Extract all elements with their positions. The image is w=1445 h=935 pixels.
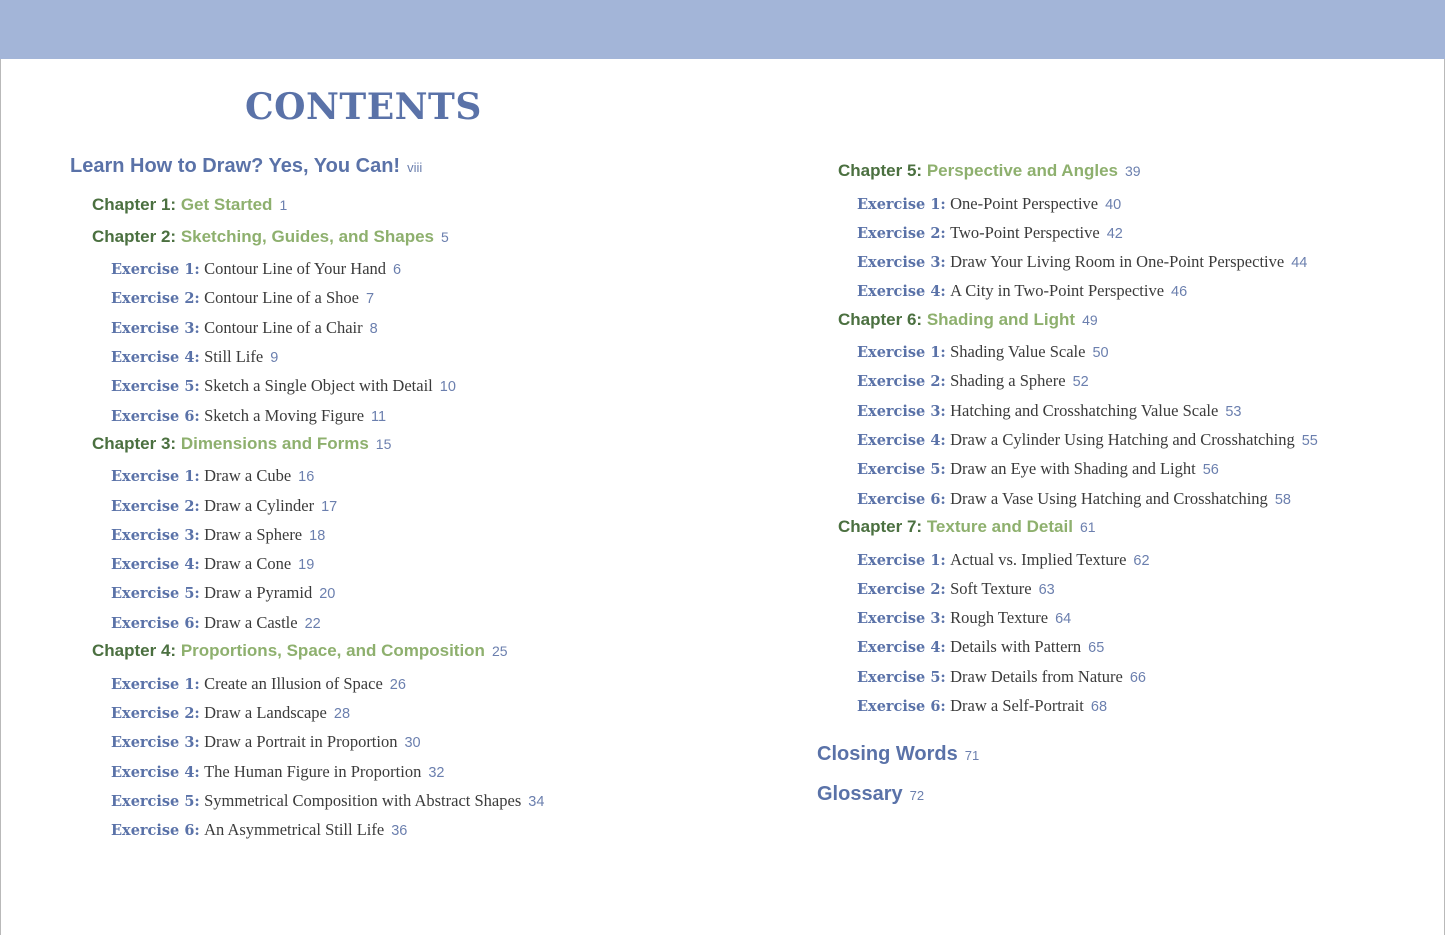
chapter-name: Perspective and Angles <box>926 161 1118 180</box>
exercise-label: Exercise 4: <box>111 764 200 781</box>
toc-exercise-5-2[interactable] <box>857 223 1123 243</box>
toc-exercise-4-6[interactable] <box>111 820 407 840</box>
exercise-page: 68 <box>1090 699 1108 715</box>
exercise-page: 11 <box>371 409 387 425</box>
chapter-page: 5 <box>441 229 449 245</box>
exercise-page: 28 <box>333 706 351 722</box>
toc-exercise-7-5[interactable] <box>857 667 1146 687</box>
exercise-label: Exercise 4: <box>111 556 200 573</box>
exercise-name: One-Point Perspective <box>950 194 1099 213</box>
chapter-name: Dimensions and Forms <box>180 434 369 453</box>
exercise-page: 34 <box>528 794 545 810</box>
exercise-name: Sketch a Moving Figure <box>204 406 365 425</box>
exercise-label: Exercise 5: <box>111 378 200 395</box>
toc-exercise-4-2[interactable] <box>111 703 350 723</box>
exercise-label: Exercise 4: <box>857 639 946 656</box>
exercise-page: 20 <box>319 586 336 602</box>
exercise-name: Draw a Cylinder Using Hatching and Crosshatching <box>950 430 1295 449</box>
chapter-label: Chapter 7: <box>838 517 923 536</box>
exercise-page: 8 <box>369 321 378 337</box>
chapter-page: 1 <box>279 197 288 213</box>
exercise-name: Contour Line of Your Hand <box>204 259 387 278</box>
exercise-name: Draw a Portrait in Proportion <box>204 732 398 751</box>
exercise-page: 32 <box>428 765 445 781</box>
exercise-label: Exercise 6: <box>111 822 200 839</box>
exercise-page: 9 <box>270 350 279 366</box>
chapter-label: Chapter 1: <box>92 195 177 214</box>
closing-page: 71 <box>964 748 980 763</box>
exercise-name: Create an Illusion of Space <box>204 674 383 693</box>
toc-exercise-2-5[interactable] <box>111 376 456 396</box>
toc-exercise-4-1[interactable] <box>111 674 406 694</box>
exercise-label: Exercise 6: <box>111 408 200 425</box>
toc-exercise-2-2[interactable] <box>111 288 374 308</box>
exercise-label: Exercise 2: <box>857 225 946 242</box>
closing-title: Closing Words <box>817 743 958 765</box>
toc-exercise-7-1[interactable] <box>857 550 1150 570</box>
exercise-page: 56 <box>1202 462 1219 478</box>
exercise-label: Exercise 3: <box>111 527 200 544</box>
exercise-page: 46 <box>1171 284 1188 300</box>
page-title: CONTENTS <box>245 86 482 128</box>
exercise-name: Still Life <box>204 347 264 366</box>
exercise-page: 44 <box>1291 255 1308 271</box>
exercise-label: Exercise 1: <box>857 344 946 361</box>
exercise-name: Symmetrical Composition with Abstract Shapes <box>204 791 522 810</box>
exercise-name: Draw a Landscape <box>204 703 327 722</box>
exercise-page: 55 <box>1301 433 1318 449</box>
exercise-page: 16 <box>298 469 315 485</box>
exercise-label: Exercise 4: <box>857 283 946 300</box>
exercise-name: Draw Your Living Room in One-Point Perspective <box>950 252 1285 271</box>
exercise-name: Draw a Castle <box>204 613 298 632</box>
chapter-page: 61 <box>1079 519 1096 535</box>
chapter-page: 49 <box>1082 312 1098 328</box>
toc-exercise-2-3[interactable] <box>111 318 378 338</box>
exercise-page: 42 <box>1106 226 1123 242</box>
toc-exercise-6-1[interactable] <box>857 342 1109 362</box>
intro-page: viii <box>407 160 423 175</box>
exercise-label: Exercise 6: <box>857 491 946 508</box>
exercise-name: Draw a Pyramid <box>204 583 313 602</box>
toc-exercise-6-6[interactable] <box>857 489 1291 509</box>
exercise-page: 52 <box>1072 374 1089 390</box>
exercise-label: Exercise 4: <box>111 349 200 366</box>
page-edge-left <box>0 59 1 935</box>
exercise-name: Shading Value Scale <box>950 342 1086 361</box>
exercise-name: Draw a Cylinder <box>204 496 315 515</box>
exercise-name: A City in Two-Point Perspective <box>950 281 1165 300</box>
toc-closing-words[interactable] <box>817 743 979 766</box>
toc-intro[interactable] <box>70 155 422 178</box>
toc-exercise-2-1[interactable] <box>111 259 401 279</box>
exercise-name: Contour Line of a Chair <box>204 318 363 337</box>
exercise-name: The Human Figure in Proportion <box>204 762 422 781</box>
exercise-label: Exercise 3: <box>857 610 946 627</box>
exercise-name: Sketch a Single Object with Detail <box>204 376 433 395</box>
exercise-page: 40 <box>1105 197 1122 213</box>
exercise-page: 18 <box>309 528 326 544</box>
exercise-name: Draw a Self-Portrait <box>950 696 1084 715</box>
exercise-page: 66 <box>1129 670 1146 686</box>
exercise-name: Draw Details from Nature <box>950 667 1123 686</box>
toc-exercise-4-4[interactable] <box>111 762 444 782</box>
chapter-page: 15 <box>375 436 392 452</box>
toc-exercise-3-6[interactable] <box>111 613 321 633</box>
exercise-label: Exercise 2: <box>111 705 200 722</box>
exercise-label: Exercise 3: <box>111 734 200 751</box>
chapter-label: Chapter 3: <box>92 434 177 453</box>
toc-exercise-6-3[interactable] <box>857 401 1241 421</box>
exercise-name: An Asymmetrical Still Life <box>204 820 385 839</box>
chapter-page: 25 <box>491 643 508 659</box>
exercise-name: Draw a Vase Using Hatching and Crosshatching <box>950 489 1268 508</box>
exercise-name: Actual vs. Implied Texture <box>950 550 1127 569</box>
exercise-name: Hatching and Crosshatching Value Scale <box>950 401 1219 420</box>
exercise-label: Exercise 5: <box>111 585 200 602</box>
exercise-label: Exercise 1: <box>111 468 200 485</box>
exercise-name: Draw an Eye with Shading and Light <box>950 459 1196 478</box>
exercise-name: Shading a Sphere <box>950 371 1066 390</box>
chapter-page: 39 <box>1124 163 1141 179</box>
toc-exercise-4-5[interactable] <box>111 791 544 811</box>
toc-exercise-3-2[interactable] <box>111 496 337 516</box>
exercise-page: 58 <box>1274 492 1291 508</box>
exercise-name: Draw a Sphere <box>204 525 303 544</box>
intro-title: Learn How to Draw? Yes, You Can! <box>70 155 401 177</box>
toc-chapter-3[interactable] <box>92 434 391 454</box>
exercise-label: Exercise 1: <box>111 261 200 278</box>
toc-exercise-6-4[interactable] <box>857 430 1318 450</box>
exercise-label: Exercise 6: <box>857 698 946 715</box>
chapter-label: Chapter 4: <box>92 641 177 660</box>
exercise-label: Exercise 2: <box>857 373 946 390</box>
chapter-name: Shading and Light <box>926 310 1076 329</box>
top-color-band <box>0 0 1445 59</box>
toc-exercise-5-4[interactable] <box>857 281 1187 301</box>
exercise-page: 63 <box>1038 582 1055 598</box>
toc-exercise-3-3[interactable] <box>111 525 325 545</box>
toc-exercise-4-3[interactable] <box>111 732 421 752</box>
toc-exercise-3-4[interactable] <box>111 554 314 574</box>
toc-exercise-6-5[interactable] <box>857 459 1219 479</box>
toc-chapter-4[interactable] <box>92 641 508 661</box>
exercise-label: Exercise 1: <box>857 196 946 213</box>
exercise-label: Exercise 3: <box>111 320 200 337</box>
exercise-name: Soft Texture <box>950 579 1032 598</box>
exercise-page: 50 <box>1092 345 1109 361</box>
exercise-page: 10 <box>439 379 456 395</box>
exercise-label: Exercise 2: <box>111 498 200 515</box>
exercise-page: 62 <box>1133 553 1150 569</box>
exercise-page: 6 <box>393 262 402 278</box>
toc-exercise-3-5[interactable] <box>111 583 335 603</box>
chapter-label: Chapter 2: <box>92 227 177 246</box>
toc-exercise-5-1[interactable] <box>857 194 1121 214</box>
exercise-page: 26 <box>389 677 406 693</box>
exercise-label: Exercise 5: <box>857 669 946 686</box>
exercise-page: 30 <box>404 735 421 751</box>
exercise-label: Exercise 5: <box>111 793 200 810</box>
toc-chapter-6[interactable] <box>838 310 1098 330</box>
exercise-name: Contour Line of a Shoe <box>204 288 359 307</box>
exercise-page: 7 <box>365 291 375 307</box>
exercise-label: Exercise 5: <box>857 461 946 478</box>
toc-chapter-2[interactable] <box>92 227 449 247</box>
exercise-page: 19 <box>298 557 315 573</box>
glossary-title: Glossary <box>817 783 903 805</box>
exercise-label: Exercise 3: <box>857 254 946 271</box>
exercise-label: Exercise 2: <box>857 581 946 598</box>
chapter-name: Get Started <box>180 195 273 214</box>
exercise-name: Two-Point Perspective <box>950 223 1100 242</box>
glossary-page: 72 <box>909 788 925 803</box>
toc-exercise-7-2[interactable] <box>857 579 1055 599</box>
exercise-name: Draw a Cube <box>204 466 292 485</box>
exercise-page: 17 <box>321 499 338 515</box>
toc-chapter-7[interactable] <box>838 517 1096 537</box>
exercise-name: Draw a Cone <box>204 554 292 573</box>
toc-exercise-2-4[interactable] <box>111 347 278 367</box>
exercise-name: Rough Texture <box>950 608 1049 627</box>
toc-exercise-2-6[interactable] <box>111 406 386 426</box>
exercise-label: Exercise 3: <box>857 403 946 420</box>
exercise-label: Exercise 6: <box>111 615 200 632</box>
toc-exercise-7-4[interactable] <box>857 637 1104 657</box>
exercise-page: 36 <box>391 823 408 839</box>
toc-exercise-7-6[interactable] <box>857 696 1107 716</box>
exercise-page: 53 <box>1225 404 1242 420</box>
chapter-name: Sketching, Guides, and Shapes <box>180 227 434 246</box>
toc-chapter-5[interactable] <box>838 161 1141 181</box>
toc-exercise-5-3[interactable] <box>857 252 1307 272</box>
exercise-page: 22 <box>304 616 321 632</box>
chapter-label: Chapter 5: <box>838 161 923 180</box>
exercise-label: Exercise 4: <box>857 432 946 449</box>
exercise-page: 64 <box>1055 611 1072 627</box>
exercise-page: 65 <box>1088 640 1105 656</box>
toc-glossary[interactable] <box>817 783 924 806</box>
exercise-label: Exercise 2: <box>111 290 200 307</box>
toc-exercise-7-3[interactable] <box>857 608 1071 628</box>
chapter-label: Chapter 6: <box>838 310 923 329</box>
exercise-label: Exercise 1: <box>857 552 946 569</box>
toc-chapter-1[interactable] <box>92 195 287 215</box>
exercise-name: Details with Pattern <box>950 637 1082 656</box>
chapter-name: Proportions, Space, and Composition <box>180 641 485 660</box>
toc-exercise-6-2[interactable] <box>857 371 1089 391</box>
chapter-name: Texture and Detail <box>926 517 1073 536</box>
exercise-label: Exercise 1: <box>111 676 200 693</box>
toc-exercise-3-1[interactable] <box>111 466 314 486</box>
